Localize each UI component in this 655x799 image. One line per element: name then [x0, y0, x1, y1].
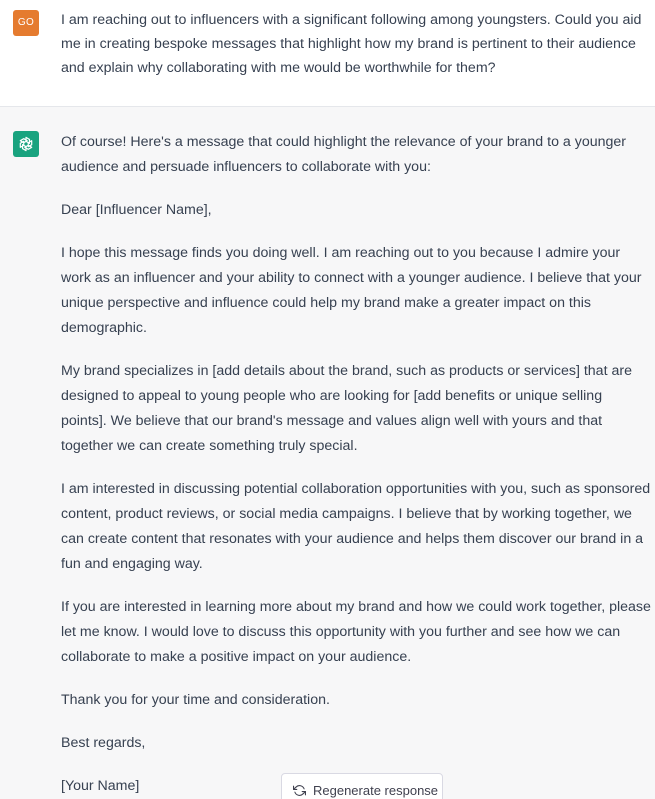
- paragraph: Dear [Influencer Name],: [61, 202, 212, 218]
- assistant-avatar: [13, 131, 39, 157]
- refresh-icon: [293, 784, 306, 797]
- user-avatar: GO: [13, 10, 39, 36]
- paragraph: Of course! Here's a message that could highlight the relevance of your brand to a younger audience and persuade influencers to collaborate with you:: [61, 134, 627, 175]
- paragraph: Best regards,: [61, 735, 146, 751]
- assistant-message-text: [61, 130, 651, 799]
- paragraph: I hope this message finds you doing well. I am reaching out to you because I admire your work as an influencer and your ability to connect with a younger audience. I believe that your unique perspective and influence could help my brand make a greater impact on this demographic.: [61, 245, 642, 336]
- paragraph: Thank you for your time and consideration.: [61, 692, 330, 708]
- user-message: [0, 0, 655, 107]
- openai-logo-icon: [17, 135, 35, 153]
- regenerate-label: Regenerate response: [313, 782, 439, 798]
- paragraph: My brand specializes in [add details about the brand, such as products or services] that are designed to appeal to young people who are looking for [add benefits or unique selling points]. We believe that our brand's message and values align well with yours and that together we can create something truly special.: [61, 363, 632, 454]
- regenerate-response-button[interactable]: [281, 773, 443, 799]
- paragraph: [Your Name]: [61, 778, 140, 794]
- paragraph: I am interested in discussing potential collaboration opportunities with you, such as sponsored content, product reviews, or social media campaigns. I believe that by working together, we can create content that resonates with your audience and helps them discover our brand in a fun and engaging way.: [61, 481, 651, 572]
- paragraph: If you are interested in learning more about my brand and how we could work together, please let me know. I would love to discuss this opportunity with you further and see how we can collaborate to make a positive impact on your audience.: [61, 599, 651, 665]
- user-message-text: I am reaching out to influencers with a significant following among youngsters. Could you aid me in creating bespoke messages that highlight how my brand is pertinent to their audience and explain why collaborating with me would be worthwhile for them?: [61, 12, 642, 76]
- assistant-message: [0, 107, 655, 799]
